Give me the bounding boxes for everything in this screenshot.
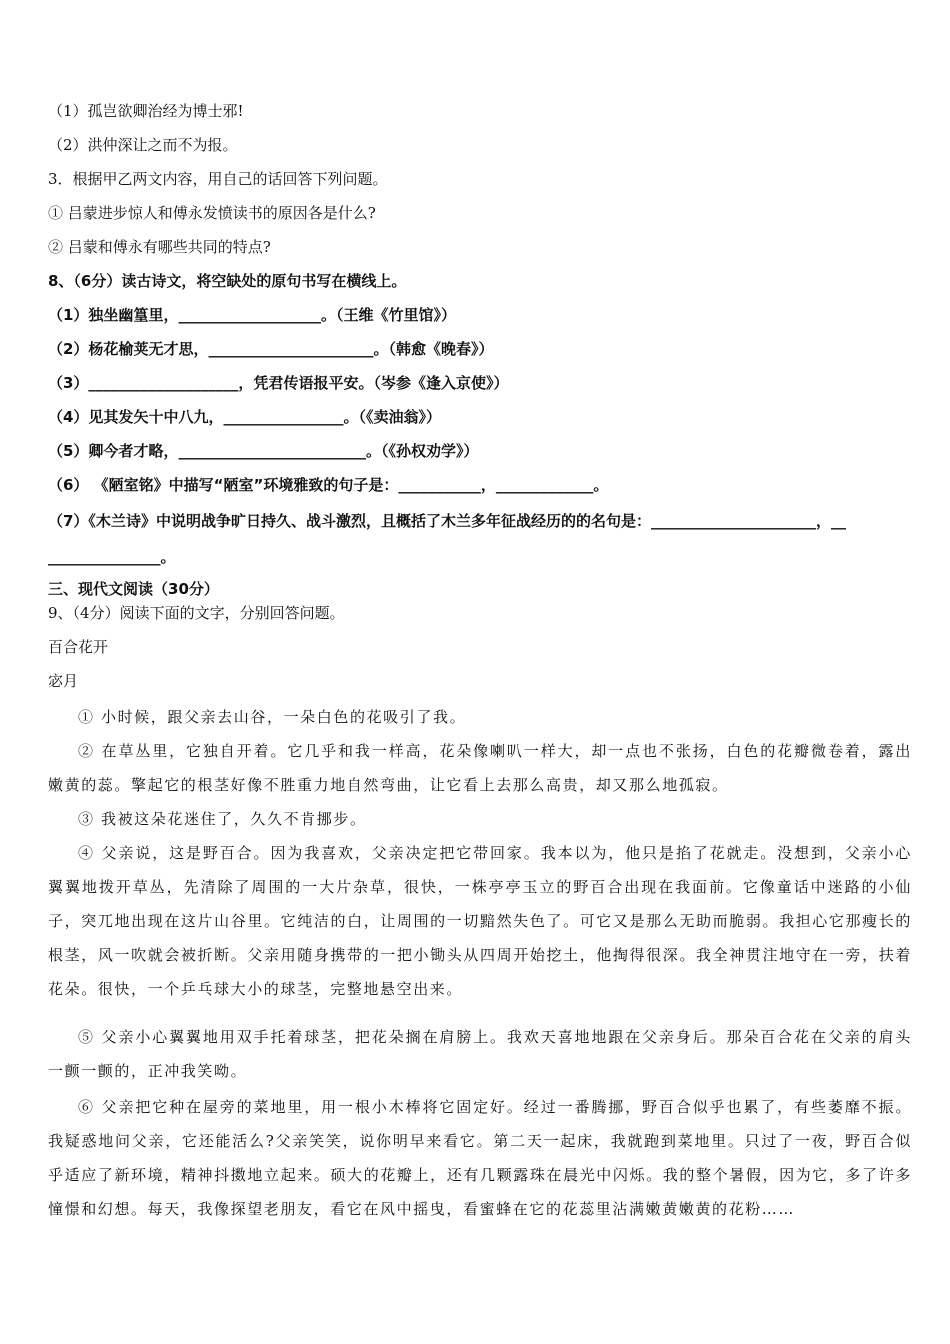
article-paragraph: ① 小时候，跟父亲去山谷，一朵白色的花吸引了我。: [78, 708, 467, 726]
question-2: （2）洪仲深让之而不为报。: [48, 136, 238, 154]
question-3: 3．根据甲乙两文内容，用自己的话回答下列问题。: [48, 170, 388, 188]
question-8-heading: 8、（6分）读古诗文，将空缺处的原句书写在横线上。: [48, 272, 407, 290]
article-author: 宓月: [48, 672, 79, 690]
question-8-item: （2）杨花榆荚无才思，______________________。（韩愈《晚春》）: [48, 340, 494, 358]
question-3-sub-2: ② 吕蒙和傅永有哪些共同的特点?: [48, 238, 271, 256]
question-8-item: （3）____________________，凭君传语报平安。（岑参《逢入京使》）: [48, 374, 509, 392]
question-8-item-continued: _______________。: [48, 548, 176, 566]
question-8-item: （1）独坐幽篁里，___________________。（王维《竹里馆》）: [48, 306, 456, 324]
question-8-item: （5）卿今者才略，_________________________。（《孙权劝学》）: [48, 442, 479, 460]
question-3-sub-1: ① 吕蒙进步惊人和傅永发愤读书的原因各是什么?: [48, 204, 376, 222]
question-8-item: （7）《木兰诗》中说明战争旷日持久、战斗激烈，且概括了木兰多年征战经历的的名句是：______________________，__: [48, 512, 846, 530]
question-8-item: （4）见其发矢十中八九，________________。（《卖油翁》）: [48, 408, 441, 426]
question-9-heading: 9、（4分）阅读下面的文字，分别回答问题。: [48, 604, 345, 622]
question-1: （1）孤岂欲卿治经为博士邪!: [48, 102, 244, 120]
article-paragraph: ⑤ 父亲小心翼翼地用双手托着球茎，把花朵搁在肩膀上。我欢天喜地地跟在父亲身后。那朵百合花在父亲的肩头一颤一颤的，正冲我笑呦。: [48, 1028, 912, 1080]
article-title: 百合花开: [48, 638, 109, 656]
question-8-item: （6） 《陋室铭》中描写“陋室”环境雅致的句子是：___________，_____________。: [48, 476, 609, 494]
section-title: 三、现代文阅读（30分）: [48, 580, 219, 598]
article-paragraph: ④ 父亲说，这是野百合。因为我喜欢，父亲决定把它带回家。我本以为，他只是掐了花就走。没想到，父亲小心翼翼地拨开草丛，先清除了周围的一大片杂草，很快，一株亭亭玉立的野百合出现在我面前。它像童话中迷路的小仙子，突兀地出现在这片山谷里。它纯洁的白，让周围的一切黯然失色了。可它又是那么无助而脆弱。我担心它那瘦长的根茎，风一吹就会被折断。父亲用随身携带的一把小锄头从四周开始挖土，他掏得很深。我全神贯注地守在一旁，扶着花朵。很快，一个乒乓球大小的球茎，完整地悬空出来。: [48, 844, 912, 998]
article-paragraph: ② 在草丛里，它独自开着。它几乎和我一样高，花朵像喇叭一样大，却一点也不张扬，白色的花瓣微卷着，露出嫩黄的蕊。擎起它的根茎好像不胜重力地自然弯曲，让它看上去那么高贵，却又那么地孤寂。: [48, 742, 912, 794]
article-paragraph: ③ 我被这朵花迷住了，久久不肯挪步。: [78, 810, 367, 828]
article-paragraph: ⑥ 父亲把它种在屋旁的菜地里，用一根小木棒将它固定好。经过一番腾挪，野百合似乎也累了，有些萎靡不振。我疑惑地问父亲，它还能活么?父亲笑笑，说你明早来看它。第二天一起床，我就跑到菜地里。只过了一夜，野百合似乎适应了新环境，精神抖擞地立起来。硕大的花瓣上，还有几颗露珠在晨光中闪烁。我的整个暑假，因为它，多了许多憧憬和幻想。每天，我像探望老朋友，看它在风中摇曳，看蜜蜂在它的花蕊里沾满嫩黄嫩黄的花粉……: [48, 1098, 912, 1218]
